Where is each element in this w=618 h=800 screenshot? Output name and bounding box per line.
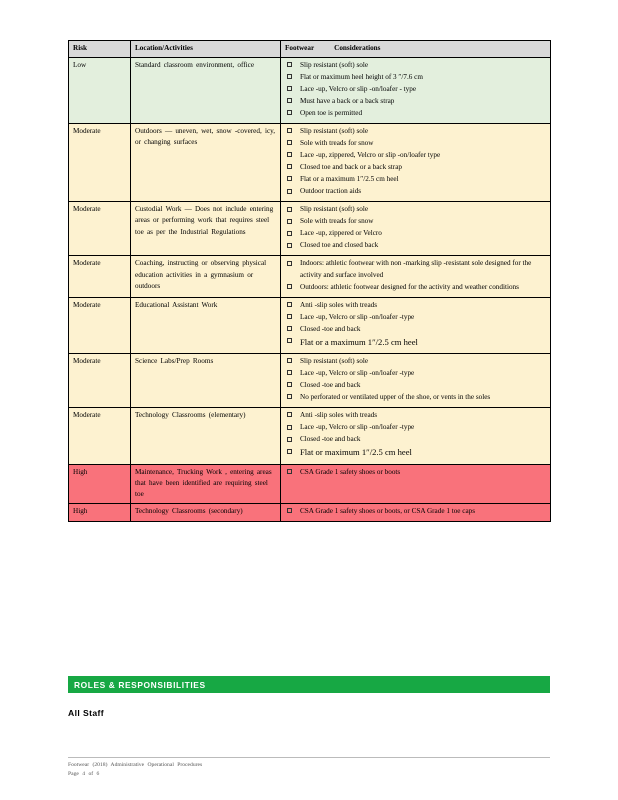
- list-item-label: Closed -toe and back: [300, 381, 361, 390]
- checkbox-icon: [287, 284, 292, 289]
- list-item-label: Indoors: athletic footwear with non -marking slip -resistant sole designed for the activity and surface involved: [300, 259, 532, 279]
- list-item-label: Slip resistant (soft) sole: [300, 127, 369, 136]
- checkbox-list: [285, 60, 547, 120]
- checkbox-icon: [287, 326, 292, 331]
- list-item: [285, 216, 547, 228]
- cell-risk: Moderate: [69, 124, 131, 202]
- list-item: [285, 162, 547, 174]
- list-item-label: Closed toe and back or a back strap: [300, 163, 402, 172]
- checkbox-icon: [287, 370, 292, 375]
- table-body: [69, 58, 551, 522]
- table-row: [69, 58, 551, 124]
- column-header-footwear: Footwear: [285, 44, 315, 52]
- list-item-label: Closed -toe and back: [300, 324, 361, 333]
- list-item: [285, 368, 547, 380]
- checkbox-icon: [287, 152, 292, 157]
- checkbox-icon: [287, 314, 292, 319]
- checkbox-icon: [287, 86, 292, 91]
- list-item: [285, 258, 547, 281]
- list-item: [285, 126, 547, 138]
- roles-responsibilities-title: ROLES & RESPONSIBILITIES: [74, 679, 206, 690]
- cell-risk: High: [69, 504, 131, 522]
- list-item: [285, 434, 547, 446]
- cell-footwear-considerations: [281, 408, 551, 464]
- cell-risk: Low: [69, 58, 131, 124]
- cell-footwear-considerations: [281, 124, 551, 202]
- checkbox-list: [285, 300, 547, 350]
- table-row: [69, 504, 551, 522]
- list-item: [285, 336, 547, 350]
- checkbox-icon: [287, 469, 292, 474]
- footer-document-line: Footwear (2018) Administrative Operational Procedures: [68, 761, 203, 768]
- cell-footwear-considerations: [281, 202, 551, 256]
- list-item-label: Slip resistant (soft) sole: [300, 357, 369, 366]
- list-item-label: Outdoor traction aids: [300, 187, 362, 196]
- checkbox-list: [285, 126, 547, 198]
- risk-footwear-table: [68, 40, 551, 522]
- list-item-label: Flat or a maximum 1″/2.5 cm heel: [300, 175, 399, 184]
- cell-location: Outdoors — uneven, wet, snow -covered, icy, or changing surfaces: [131, 124, 281, 202]
- list-item: [285, 84, 547, 96]
- cell-footwear-considerations: [281, 354, 551, 408]
- cell-location: Educational Assistant Work: [131, 297, 281, 353]
- footer-page-number: Page 4 of 6: [68, 771, 100, 778]
- list-item-label: Sole with treads for snow: [300, 139, 374, 148]
- checkbox-list: [285, 258, 547, 293]
- checkbox-icon: [287, 425, 292, 430]
- table-row: [69, 124, 551, 202]
- list-item: [285, 186, 547, 198]
- table-row: [69, 354, 551, 408]
- checkbox-icon: [287, 110, 292, 115]
- list-item: [285, 150, 547, 162]
- checkbox-list: [285, 204, 547, 252]
- cell-location: Maintenance, Trucking Work , entering areas that have been identified are requiring steel toe: [131, 464, 281, 503]
- cell-location: Standard classroom environment, office: [131, 58, 281, 124]
- checkbox-list: [285, 356, 547, 404]
- table-row: [69, 408, 551, 464]
- list-item-label: Lace -up, Velcro or slip -on/loafer -type: [300, 312, 415, 321]
- list-item: [285, 282, 547, 294]
- list-item-label: Lace -up, zippered or Velcro: [300, 229, 382, 238]
- column-header-considerations: Considerations: [334, 44, 381, 52]
- cell-risk: Moderate: [69, 202, 131, 256]
- cell-location: Custodial Work — Does not include entering areas or performing work that requires steel toe as per the Industrial Regulations: [131, 202, 281, 256]
- list-item: [285, 446, 547, 460]
- cell-footwear-considerations: [281, 297, 551, 353]
- list-item: [285, 380, 547, 392]
- checkbox-icon: [287, 449, 292, 454]
- list-item: [285, 60, 547, 72]
- list-item-label: Sole with treads for snow: [300, 217, 374, 226]
- checkbox-icon: [287, 394, 292, 399]
- page-footer: [68, 757, 550, 780]
- list-item-label: CSA Grade 1 safety shoes or boots: [300, 467, 401, 476]
- list-item: [285, 356, 547, 368]
- cell-location: Coaching, instructing or observing physical education activities in a gymnasium or outdoors: [131, 256, 281, 298]
- checkbox-icon: [287, 176, 292, 181]
- list-item: [285, 300, 547, 312]
- checkbox-icon: [287, 219, 292, 224]
- list-item: [285, 228, 547, 240]
- list-item-label: Lace -up, Velcro or slip -on/loafer -type: [300, 369, 415, 378]
- list-item-label: Anti -slip soles with treads: [300, 411, 378, 420]
- checkbox-icon: [287, 412, 292, 417]
- list-item-label: CSA Grade 1 safety shoes or boots, or CSA Grade 1 toe caps: [300, 507, 476, 516]
- list-item-label: Slip resistant (soft) sole: [300, 205, 369, 214]
- roles-responsibilities-bar: [68, 676, 550, 693]
- table-row: [69, 202, 551, 256]
- list-item: [285, 96, 547, 108]
- list-item: [285, 174, 547, 186]
- list-item-label: Slip resistant (soft) sole: [300, 61, 369, 70]
- cell-location: Technology Classrooms (secondary): [131, 504, 281, 522]
- list-item: [285, 108, 547, 120]
- list-item: [285, 410, 547, 422]
- table-row: [69, 256, 551, 298]
- table-header: [69, 41, 551, 58]
- cell-location: Science Labs/Prep Rooms: [131, 354, 281, 408]
- column-header-location: Location/Activities: [131, 41, 281, 58]
- list-item: [285, 240, 547, 252]
- checkbox-icon: [287, 243, 292, 248]
- list-item: [285, 72, 547, 84]
- checkbox-icon: [287, 189, 292, 194]
- list-item-label: Lace -up, Velcro or slip -on/loafer - type: [300, 85, 417, 94]
- list-item-label: Must have a back or a back strap: [300, 97, 395, 106]
- checkbox-icon: [287, 231, 292, 236]
- list-item-label: Flat or a maximum 1″/2.5 cm heel: [300, 336, 418, 347]
- checkbox-icon: [287, 207, 292, 212]
- list-item-label: Lace -up, Velcro or slip -on/loafer -type: [300, 423, 415, 432]
- checkbox-icon: [287, 261, 292, 266]
- checkbox-icon: [287, 437, 292, 442]
- footer-rule: [68, 757, 550, 758]
- cell-risk: Moderate: [69, 256, 131, 298]
- checkbox-icon: [287, 140, 292, 145]
- column-header-footwear-considerations: [281, 41, 551, 58]
- checkbox-list: [285, 467, 547, 479]
- cell-footwear-considerations: [281, 256, 551, 298]
- list-item-label: Anti -slip soles with treads: [300, 300, 378, 309]
- list-item: [285, 312, 547, 324]
- checkbox-icon: [287, 302, 292, 307]
- cell-location: Technology Classrooms (elementary): [131, 408, 281, 464]
- table-row: [69, 297, 551, 353]
- list-item-label: Open toe is permitted: [300, 109, 363, 118]
- cell-footwear-considerations: [281, 464, 551, 503]
- checkbox-icon: [287, 62, 292, 67]
- cell-footwear-considerations: [281, 504, 551, 522]
- column-header-risk: Risk: [69, 41, 131, 58]
- cell-risk: Moderate: [69, 354, 131, 408]
- list-item: [285, 467, 547, 479]
- cell-risk: Moderate: [69, 408, 131, 464]
- list-item-label: Outdoors: athletic footwear designed for the activity and weather conditions: [300, 282, 519, 291]
- list-item-label: Lace -up, zippered, Velcro or slip -on/loafer type: [300, 151, 441, 160]
- checkbox-icon: [287, 508, 292, 513]
- checkbox-list: [285, 410, 547, 460]
- checkbox-icon: [287, 74, 292, 79]
- cell-risk: Moderate: [69, 297, 131, 353]
- list-item: [285, 138, 547, 150]
- list-item-label: Flat or maximum heel height of 3 ″/7.6 cm: [300, 73, 423, 82]
- list-item-label: Closed toe and closed back: [300, 241, 379, 250]
- list-item-label: Flat or maximum 1″/2.5 cm heel: [300, 447, 412, 458]
- list-item-label: Closed -toe and back: [300, 435, 361, 444]
- list-item: [285, 392, 547, 404]
- checkbox-icon: [287, 164, 292, 169]
- list-item: [285, 204, 547, 216]
- table-header-row: [69, 41, 551, 58]
- table-row: [69, 464, 551, 503]
- list-item: [285, 506, 547, 518]
- checkbox-icon: [287, 98, 292, 103]
- list-item: [285, 422, 547, 434]
- cell-footwear-considerations: [281, 58, 551, 124]
- all-staff-subheading: All Staff: [68, 708, 105, 718]
- checkbox-icon: [287, 128, 292, 133]
- list-item: [285, 324, 547, 336]
- checkbox-icon: [287, 358, 292, 363]
- checkbox-icon: [287, 338, 292, 343]
- list-item-label: No perforated or ventilated upper of the shoe, or vents in the soles: [300, 393, 491, 402]
- checkbox-list: [285, 506, 547, 518]
- cell-risk: High: [69, 464, 131, 503]
- checkbox-icon: [287, 382, 292, 387]
